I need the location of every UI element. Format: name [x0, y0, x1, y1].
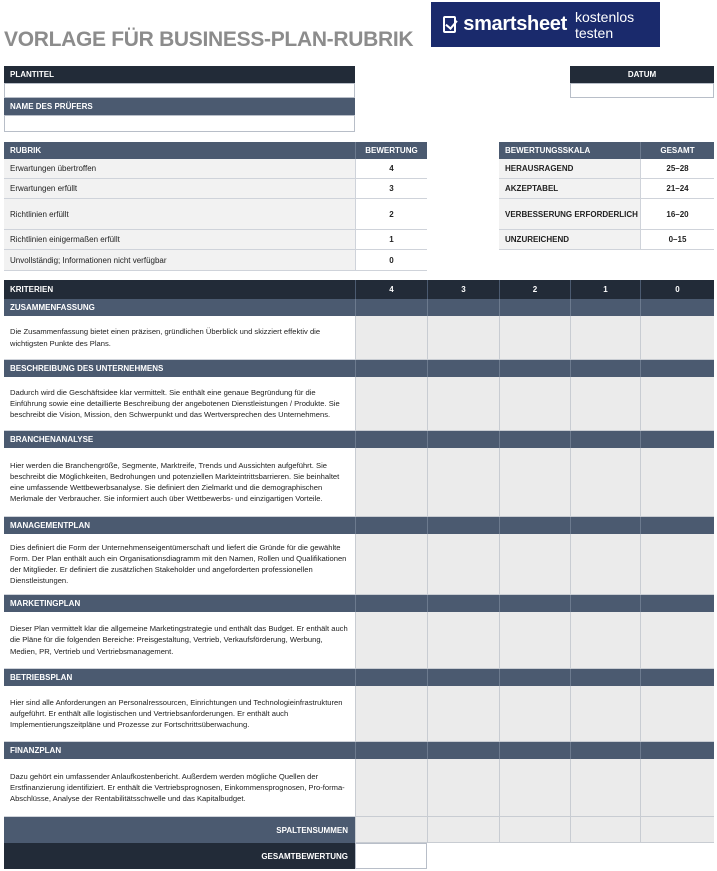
criteria-section-header-cell	[570, 595, 640, 612]
score-cell[interactable]	[570, 759, 640, 817]
criteria-section-header-cell	[499, 595, 570, 612]
rubric-row-rating: 2	[355, 199, 427, 230]
criteria-section-header-cell	[640, 595, 714, 612]
score-cell[interactable]	[640, 377, 714, 431]
criteria-section-header-cell	[570, 431, 640, 448]
column-sum-cell[interactable]	[499, 817, 570, 843]
criteria-description: Dieser Plan vermittelt klar die allgemeine Marketingstrategie und enthält das Budget. Er enthält auch die Pläne für die folgenden Bereiche: Preisgestaltung, Vertrieb, Verkaufsförderung, Werbung, Medien, PR, Vertrieb und Vertriebsmanagement.	[4, 612, 355, 669]
score-column-header: 3	[427, 280, 499, 299]
criteria-section-header-cell	[499, 669, 570, 686]
criteria-description: Hier sind alle Anforderungen an Personalressourcen, Einrichtungen und Technologieinfrastrukturen aufgeführt. Er enthält alle logistischen und Vertriebsanforderungen. Er enthält auch Implementierungszeitpläne und Prozesse zur Fortschrittsüberwachung.	[4, 686, 355, 742]
score-cell[interactable]	[427, 316, 499, 360]
scale-row-label: HERAUSRAGEND	[499, 159, 640, 179]
criteria-section-header-cell	[640, 431, 714, 448]
criteria-section-title: MANAGEMENTPLAN	[4, 517, 355, 534]
banner-cta: kostenlos testen	[574, 8, 635, 41]
rubric-row-rating: 1	[355, 230, 427, 250]
score-cell[interactable]	[355, 534, 427, 595]
reviewer-name-field[interactable]	[4, 115, 355, 132]
score-cell[interactable]	[499, 534, 570, 595]
rubric-row-rating: 3	[355, 179, 427, 199]
score-cell[interactable]	[355, 448, 427, 517]
score-cell[interactable]	[427, 377, 499, 431]
criteria-description: Die Zusammenfassung bietet einen präzisen, gründlichen Überblick und skizziert effektiv die wichtigsten Punkte des Plans.	[4, 316, 355, 360]
score-cell[interactable]	[427, 612, 499, 669]
criteria-section-header-cell	[499, 431, 570, 448]
rubric-row-label: Unvollständig; Informationen nicht verfügbar	[4, 250, 355, 271]
score-cell[interactable]	[427, 448, 499, 517]
criteria-section-title: MARKETINGPLAN	[4, 595, 355, 612]
scale-total-header: GESAMT	[640, 142, 714, 159]
score-cell[interactable]	[640, 534, 714, 595]
smartsheet-check-icon	[443, 16, 456, 33]
criteria-section-title: BESCHREIBUNG DES UNTERNEHMENS	[4, 360, 355, 377]
criteria-section-title: FINANZPLAN	[4, 742, 355, 759]
criteria-section-header-cell	[427, 517, 499, 534]
score-cell[interactable]	[355, 612, 427, 669]
rubric-row-label: Richtlinien erfüllt	[4, 199, 355, 230]
score-cell[interactable]	[570, 686, 640, 742]
score-cell[interactable]	[640, 316, 714, 360]
scale-row-range: 21–24	[640, 179, 714, 199]
score-cell[interactable]	[427, 759, 499, 817]
rubric-row-label: Richtlinien einigermaßen erfüllt	[4, 230, 355, 250]
criteria-section-header-cell	[355, 360, 427, 377]
column-sums-label: SPALTENSUMMEN	[4, 817, 355, 843]
column-sum-cell[interactable]	[427, 817, 499, 843]
criteria-section-header-cell	[570, 360, 640, 377]
criteria-description: Dies definiert die Form der Unternehmenseigentümerschaft und liefert die Gründe für die gewählte Form. Der Plan enthält auch ein Organisationsdiagramm mit den Namen, Rollen und Qualifikationen der Mitglieder. Er definiert die zusätzlichen Stakeholder und angeforderten professionellen Dienstleistungen.	[4, 534, 355, 595]
score-cell[interactable]	[499, 448, 570, 517]
criteria-section-header-cell	[427, 299, 499, 316]
scale-row-range: 16–20	[640, 199, 714, 230]
criteria-section-header-cell	[355, 299, 427, 316]
score-cell[interactable]	[640, 759, 714, 817]
rubric-row-label: Erwartungen übertroffen	[4, 159, 355, 179]
criteria-section-header-cell	[427, 595, 499, 612]
score-cell[interactable]	[570, 612, 640, 669]
score-cell[interactable]	[640, 448, 714, 517]
scale-row-label: AKZEPTABEL	[499, 179, 640, 199]
score-cell[interactable]	[355, 377, 427, 431]
score-cell[interactable]	[499, 316, 570, 360]
score-cell[interactable]	[499, 759, 570, 817]
criteria-section-header-cell	[355, 595, 427, 612]
score-cell[interactable]	[570, 448, 640, 517]
score-cell[interactable]	[427, 534, 499, 595]
criteria-section-header-cell	[499, 742, 570, 759]
criteria-header: KRITERIEN	[4, 280, 355, 299]
reviewer-name-header: NAME DES PRÜFERS	[4, 98, 355, 115]
date-header: DATUM	[570, 66, 714, 83]
criteria-section-header-cell	[355, 742, 427, 759]
date-field[interactable]	[570, 83, 714, 98]
criteria-section-header-cell	[570, 742, 640, 759]
criteria-description: Dazu gehört ein umfassender Anlaufkostenbericht. Außerdem werden mögliche Quellen der Erstfinanzierung identifiziert. Er enthält die Vertriebsprognosen, Einkommensprognosen, Pro-forma-Abschlüsse, Analyse der Rentabilitätsschwelle und das Kapitalbudget.	[4, 759, 355, 817]
criteria-section-header-cell	[355, 669, 427, 686]
criteria-description: Hier werden die Branchengröße, Segmente, Marktreife, Trends und Aussichten aufgeführt. Sie beschreibt die Möglichkeiten, Bedrohungen und potenziellen Markteintrittsbarrieren. Sie beinhaltet eine umfassende Wettbewerbsanalyse. Sie definiert den Zielmarkt und die demographischen Merkmale der Verbraucher. Sie informiert auch über Wettbewerbs- und einzigartigen Vorteile.	[4, 448, 355, 517]
criteria-section-header-cell	[499, 360, 570, 377]
score-column-header: 1	[570, 280, 640, 299]
rubric-rating-header: BEWERTUNG	[355, 142, 427, 159]
smartsheet-trial-banner[interactable]	[431, 2, 660, 47]
criteria-section-header-cell	[499, 517, 570, 534]
score-cell[interactable]	[640, 686, 714, 742]
criteria-section-header-cell	[427, 431, 499, 448]
total-score-label: GESAMTBEWERTUNG	[4, 843, 355, 869]
rubric-row-label: Erwartungen erfüllt	[4, 179, 355, 199]
score-cell[interactable]	[570, 377, 640, 431]
criteria-section-title: BETRIEBSPLAN	[4, 669, 355, 686]
score-cell[interactable]	[570, 534, 640, 595]
criteria-section-header-cell	[427, 669, 499, 686]
score-cell[interactable]	[499, 377, 570, 431]
criteria-section-title: ZUSAMMENFASSUNG	[4, 299, 355, 316]
total-score-cell[interactable]	[355, 843, 427, 869]
rubric-row-rating: 4	[355, 159, 427, 179]
column-sum-cell[interactable]	[355, 817, 427, 843]
criteria-section-header-cell	[499, 299, 570, 316]
criteria-section-header-cell	[570, 517, 640, 534]
criteria-section-header-cell	[570, 299, 640, 316]
scale-row-range: 0–15	[640, 230, 714, 250]
score-cell[interactable]	[640, 612, 714, 669]
scale-row-label: VERBESSERUNG ERFORDERLICH	[499, 199, 640, 230]
criteria-section-header-cell	[640, 742, 714, 759]
criteria-section-header-cell	[427, 742, 499, 759]
score-column-header: 2	[499, 280, 570, 299]
criteria-description: Dadurch wird die Geschäftsidee klar vermittelt. Sie enthält eine genaue Begründung für die Einführung sowie eine detaillierte Beschreibung der angebotenen Dienstleistungen / Produkte. Sie beschreibt die Vision, Mission, den Schwerpunkt und das Wertversprechen des Unternehmens.	[4, 377, 355, 431]
criteria-section-title: BRANCHENANALYSE	[4, 431, 355, 448]
criteria-section-header-cell	[640, 360, 714, 377]
criteria-section-header-cell	[427, 360, 499, 377]
plan-title-field[interactable]	[4, 83, 355, 98]
score-cell[interactable]	[499, 686, 570, 742]
score-column-header: 0	[640, 280, 714, 299]
criteria-section-header-cell	[640, 517, 714, 534]
criteria-section-header-cell	[640, 669, 714, 686]
criteria-section-header-cell	[355, 517, 427, 534]
column-sum-cell[interactable]	[640, 817, 714, 843]
criteria-section-header-cell	[355, 431, 427, 448]
score-cell[interactable]	[355, 686, 427, 742]
score-cell[interactable]	[355, 759, 427, 817]
scale-row-label: UNZUREICHEND	[499, 230, 640, 250]
score-cell[interactable]	[427, 686, 499, 742]
page-title: VORLAGE FÜR BUSINESS-PLAN-RUBRIK	[4, 28, 414, 51]
scale-row-range: 25–28	[640, 159, 714, 179]
plan-title-header: PLANTITEL	[4, 66, 355, 83]
rubric-header: RUBRIK	[4, 142, 355, 159]
score-cell[interactable]	[570, 316, 640, 360]
scale-header: BEWERTUNGSSKALA	[499, 142, 640, 159]
banner-brand: smartsheet	[463, 13, 567, 35]
score-cell[interactable]	[499, 612, 570, 669]
score-column-header: 4	[355, 280, 427, 299]
column-sum-cell[interactable]	[570, 817, 640, 843]
criteria-section-header-cell	[570, 669, 640, 686]
score-cell[interactable]	[355, 316, 427, 360]
rubric-row-rating: 0	[355, 250, 427, 271]
criteria-section-header-cell	[640, 299, 714, 316]
